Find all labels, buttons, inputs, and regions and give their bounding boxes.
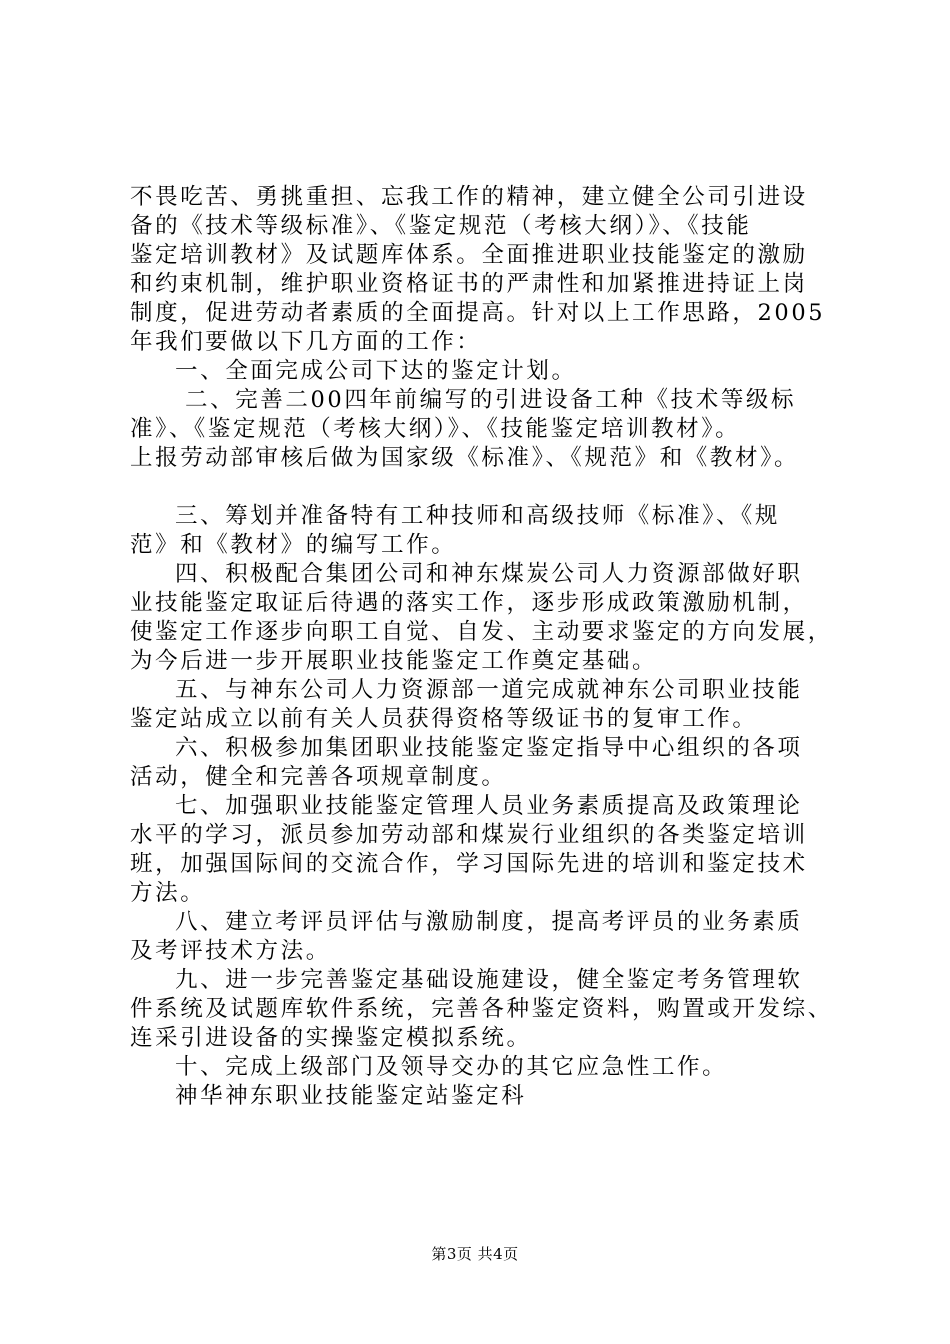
paragraph-line: 鉴定站成立以前有关人员获得资格等级证书的复审工作。	[130, 706, 758, 732]
paragraph-line: 制度，促进劳动者素质的全面提高。针对以上工作思路，2005	[130, 300, 826, 326]
list-item: 三、筹划并准备特有工种技师和高级技师《标准》、《规	[175, 503, 781, 529]
paragraph-line: 件系统及试题库软件系统，完善各种鉴定资料，购置或开发综、	[130, 996, 833, 1022]
paragraph-line: 备的《技术等级标准》、《鉴定规范（考核大纲）》、《技能	[130, 213, 752, 239]
list-item: 二、完善二00四年前编写的引进设备工种《技术等级标	[185, 387, 797, 413]
list-item: 十、完成上级部门及领导交办的其它应急性工作。	[175, 1054, 728, 1080]
paragraph-line: 连采引进设备的实操鉴定模拟系统。	[130, 1025, 532, 1051]
list-item: 一、全面完成公司下达的鉴定计划。	[175, 358, 577, 384]
paragraph-line: 准》、《鉴定规范（考核大纲）》、《技能鉴定培训教材》。	[130, 416, 741, 442]
paragraph-line: 年我们要做以下几方面的工作：	[130, 329, 482, 355]
paragraph-line: 范》和《教材》的编写工作。	[130, 532, 457, 558]
page-footer: 第3页 共4页	[431, 1245, 519, 1263]
list-item: 七、加强职业技能鉴定管理人员业务素质提高及政策理论	[175, 793, 803, 819]
list-item: 五、与神东公司人力资源部一道完成就神东公司职业技能	[175, 677, 803, 703]
paragraph-line: 及考评技术方法。	[130, 938, 331, 964]
paragraph-line: 班，加强国际间的交流合作，学习国际先进的培训和鉴定技术	[130, 851, 808, 877]
list-item: 八、建立考评员评估与激励制度，提高考评员的业务素质	[175, 909, 803, 935]
signature-line: 神华神东职业技能鉴定站鉴定科	[175, 1083, 527, 1109]
paragraph-line: 不畏吃苦、勇挑重担、忘我工作的精神，建立健全公司引进设	[130, 184, 808, 210]
list-item: 九、进一步完善鉴定基础设施建设，健全鉴定考务管理软	[175, 967, 803, 993]
paragraph-line: 活动，健全和完善各项规章制度。	[130, 764, 507, 790]
list-item: 四、积极配合集团公司和神东煤炭公司人力资源部做好职	[175, 561, 803, 587]
paragraph-line: 业技能鉴定取证后待遇的落实工作，逐步形成政策激励机制，	[130, 590, 808, 616]
paragraph-line: 水平的学习，派员参加劳动部和煤炭行业组织的各类鉴定培训	[130, 822, 808, 848]
paragraph-line: 上报劳动部审核后做为国家级《标准》、《规范》和《教材》。	[130, 445, 800, 471]
paragraph-line: 和约束机制，维护职业资格证书的严肃性和加紧推进持证上岗	[130, 271, 808, 297]
paragraph-line: 方法。	[130, 880, 206, 906]
paragraph-line: 使鉴定工作逐步向职工自觉、自发、主动要求鉴定的方向发展，	[130, 619, 833, 645]
list-item: 六、积极参加集团职业技能鉴定鉴定指导中心组织的各项	[175, 735, 803, 761]
paragraph-line: 鉴定培训教材》及试题库体系。全面推进职业技能鉴定的激励	[130, 242, 808, 268]
paragraph-line: 为今后进一步开展职业技能鉴定工作奠定基础。	[130, 648, 658, 674]
